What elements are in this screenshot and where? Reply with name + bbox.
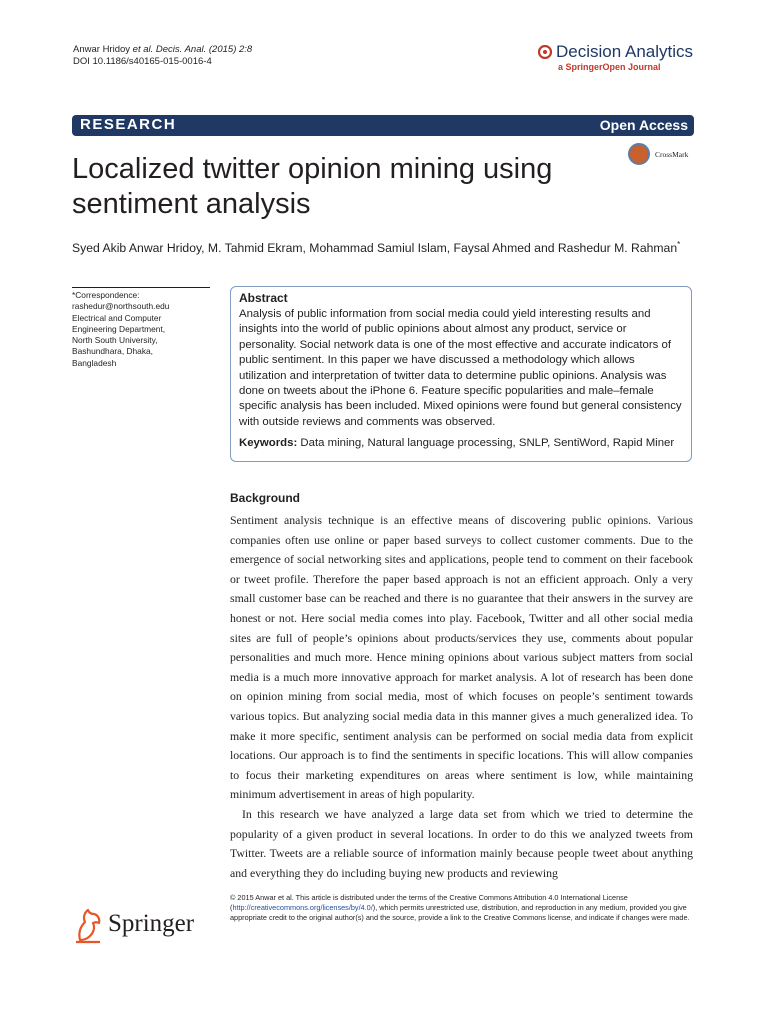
citation-authors: Anwar Hridoy [73, 44, 131, 55]
affiliation-line: Bangladesh [72, 357, 117, 368]
correspondence-email[interactable]: rashedur@northsouth.edu [72, 301, 170, 312]
article-type: RESEARCH [80, 116, 177, 133]
citation-journal: et al. Decis. Anal. [132, 44, 207, 55]
author-list [72, 240, 712, 255]
abstract-box [230, 286, 692, 462]
crossmark-badge[interactable] [628, 141, 700, 169]
abstract-text: Analysis of public information from social media could yield interesting results and insights into the world of public opinions about almost any product, service or personality. Social network data is one of the most effective and accurate indicators of public sentiment. In this paper we have discussed a methodology which allows utilization and interpretation of twitter data to determine public opinions. Analysis was done on tweets about the iPhone 6. Feature specific popularities and male–female specific analysis has been included. Mixed opinions were found but general consistency with outside reviews and comments was observed. [239, 308, 682, 428]
crossmark-icon [628, 143, 650, 165]
springer-horse-icon [72, 906, 104, 944]
open-access-label: Open Access [599, 117, 688, 133]
springer-logo [72, 906, 222, 946]
keywords-line [239, 436, 683, 451]
license-prefix: © 2015 Anwar et al. This article is distributed under the terms of the Creative Commons Attribution 4.0 International License ( [230, 893, 628, 913]
body-paragraph: In this research we have analyzed a large data set from which we tried to determine the popularity of a given product in several locations. In order to do this we analyzed tweets from Twitter. Tweets are a reliable source of information mainly because people tweet about anything and everything they do including buying new products and reviewing [230, 806, 693, 880]
citation-block [73, 44, 252, 68]
journal-name: Decision Analytics [556, 42, 694, 61]
journal-logo [538, 42, 698, 78]
correspondence-label: *Correspondence: [72, 290, 140, 300]
correspondence-divider [72, 287, 210, 288]
license-text [230, 893, 695, 924]
keywords-text: Data mining, Natural language processing, SNLP, SentiWord, Rapid Miner [300, 437, 675, 450]
article-title: Localized twitter opinion mining using sentiment analysis [72, 153, 553, 220]
affiliation-line: Bashundhara, Dhaka, [72, 346, 154, 357]
affiliation-line: Electrical and Computer [72, 312, 162, 323]
journal-subtitle: a SpringerOpen Journal [558, 62, 661, 72]
affiliation-line: North South University, [72, 335, 158, 346]
correspondence-block [72, 290, 212, 369]
publisher-name: Springer [108, 910, 195, 937]
corresponding-mark: * [677, 240, 681, 249]
affiliation-line: Engineering Department, [72, 323, 166, 334]
doi: DOI 10.1186/s40165-015-0016-4 [73, 56, 212, 67]
authors-text: Syed Akib Anwar Hridoy, M. Tahmid Ekram, Mohammad Samiul Islam, Faysal Ahmed and Rashedur M. Rahman [72, 241, 678, 256]
crossmark-label: CrossMark [655, 150, 689, 159]
citation-line [73, 44, 252, 56]
keywords-label: Keywords: [239, 437, 298, 450]
citation-year: (2015) 2:8 [208, 44, 253, 55]
section-band [72, 115, 694, 136]
abstract-heading: Abstract [239, 291, 288, 305]
decision-analytics-logo-icon [538, 45, 552, 59]
background-heading: Background [230, 491, 301, 505]
license-suffix: ), which permits unrestricted use, distribution, and reproduction in any medium, provided you give appropriate credit to the original author(s) and the source, provide a link to the Creative Commons license, and indicate if changes were made. [230, 903, 690, 923]
body-paragraph: Sentiment analysis technique is an effective means of discovering public opinions. Various companies often use online or paper based surveys to collect customer comments. Due to the emergence of social networking sites and applications, people tend to comment on their facebook or tweet profile. Therefore the paper based approach is not an efficient approach. Only a very small customer base can be reached and there is no guarantee that their answers in the survey are honest or not. Here social media comes into play. Facebook, Twitter and all other social media sites are full of people’s opinions about products/services they use, comments about popular personalities and much more. Hence mining opinions about various subject matters from social media is a much more innovative approach for market analysis. A lot of research has been done on opinion mining from social media, most of which focuses on people’s sentiment towards various topics. But analyzing social media data in this manner gives a much generalized idea. To make it more specific, sentiment analysis can be performed on social media data from explicit locations. Our approach is to find the sentiments in specific locations. This will allow companies to focus their marketing expenditures on areas where sentiment is low, while maintaining minimum advertisement in areas of high popularity. [230, 513, 693, 802]
background-body [230, 511, 693, 883]
license-link[interactable]: http://creativecommons.org/licenses/by/4.0/ [232, 903, 373, 913]
